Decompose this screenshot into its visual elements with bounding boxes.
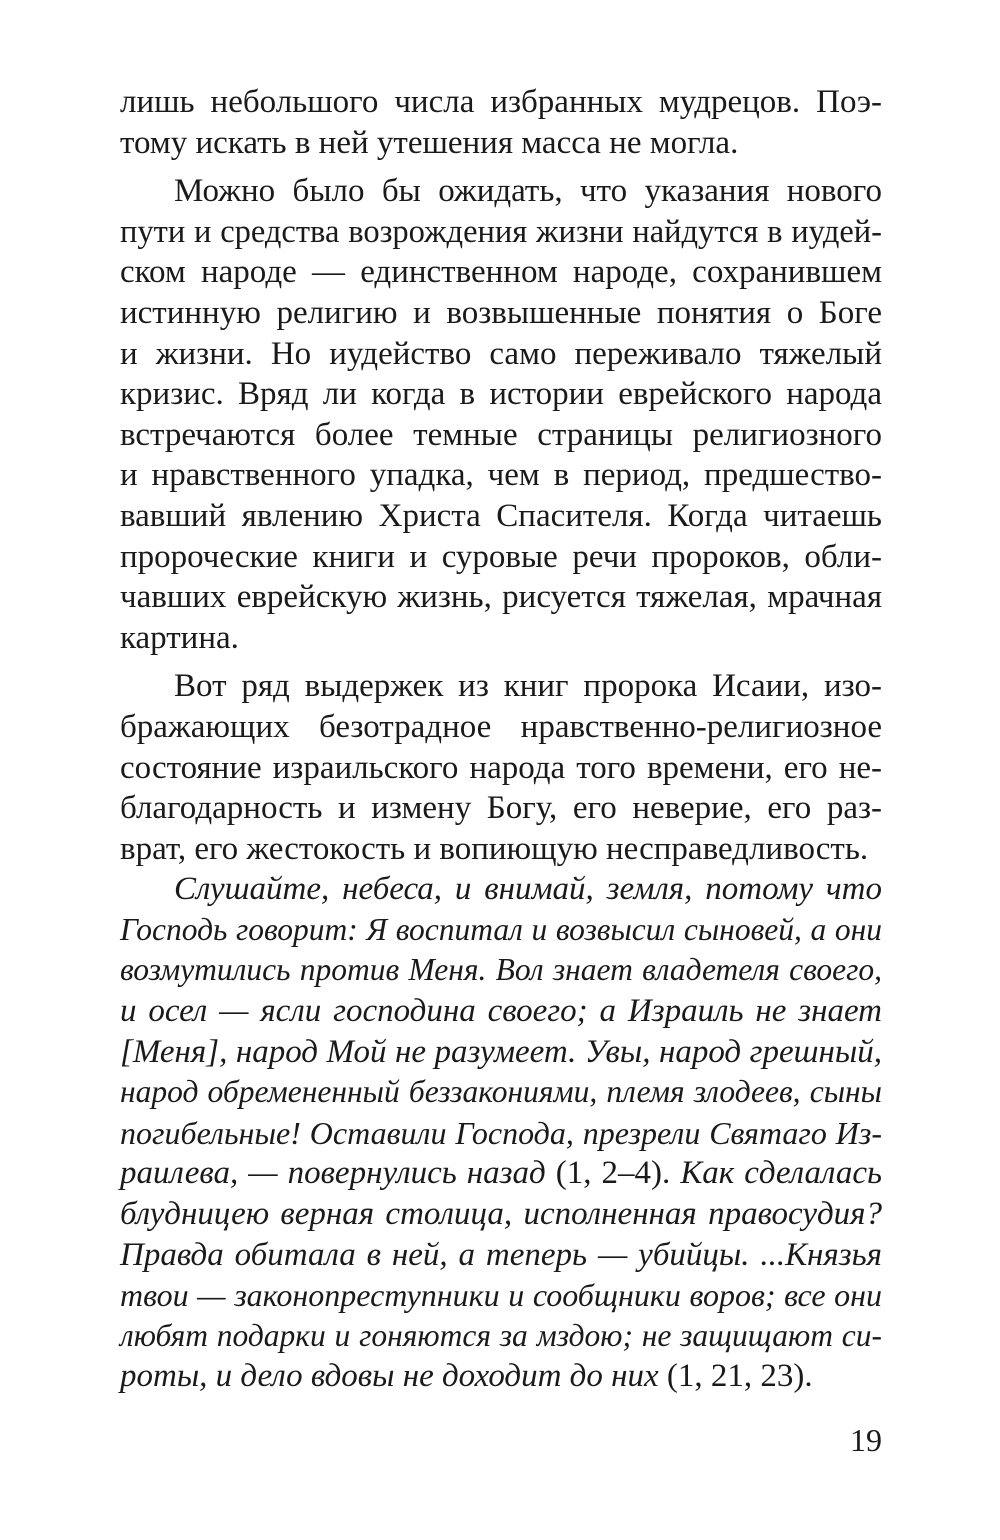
text-line: состояние израильского народа того времени, его не- bbox=[120, 749, 882, 786]
verse-reference: (1, 2–4). bbox=[555, 1155, 671, 1192]
quote-line: погибельные! Оставили Господа, презрели Святаго Из- bbox=[120, 1114, 882, 1151]
quote-line: Господь говорит: Я воспитал и возвысил сыновей, а они bbox=[120, 911, 882, 947]
quote-line: [Меня], народ Мой не разумеет. Увы, народ грешный, bbox=[120, 1033, 882, 1070]
text-line: ском народе — единственном народе, сохранившем bbox=[120, 254, 882, 291]
text-line: и нравственного упадка, чем в период, предшество- bbox=[120, 457, 882, 494]
quote-line bbox=[120, 1356, 882, 1397]
text-line: истинную религию и возвышенные понятия о Боге bbox=[120, 294, 882, 331]
page-number: 19 bbox=[850, 1422, 882, 1458]
text-line: пути и средства возрождения жизни найдутся в иудей- bbox=[120, 213, 882, 250]
text-line: пророческие книги и суровые речи пророков, обли- bbox=[120, 538, 882, 575]
text-line: кризис. Вряд ли когда в истории еврейского народа bbox=[120, 376, 882, 413]
quote-line: и осел — ясли господина своего; а Израиль не знает bbox=[120, 993, 882, 1030]
quote-line-text: раилева, — повернулись назад bbox=[120, 1155, 546, 1192]
quote-line: Слушайте, небеса, и внимай, земля, потому что bbox=[174, 871, 882, 908]
paragraph-3 bbox=[120, 666, 882, 869]
quote-line: возмутились против Меня. Вол знает владетеля своего, bbox=[120, 952, 882, 988]
quote-line: твои — законопреступники и сообщники воров; все они bbox=[120, 1277, 882, 1314]
scripture-quote bbox=[120, 869, 882, 1397]
quote-line bbox=[120, 1153, 882, 1194]
quote-line-text: Как сделалась bbox=[680, 1155, 883, 1192]
paragraph-1 bbox=[120, 82, 882, 163]
quote-line: Правда обитала в ней, а теперь — убийцы. ...Князья bbox=[120, 1236, 882, 1273]
text-line: бражающих безотрадное нравственно-религиозное bbox=[120, 708, 882, 745]
text-line: Вот ряд выдержек из книг пророка Исаии, изо- bbox=[174, 668, 882, 705]
text-line: чавших еврейскую жизнь, рисуется тяжелая, мрачная bbox=[120, 579, 882, 616]
text-line: вавший явлению Христа Спасителя. Когда читаешь bbox=[120, 497, 882, 534]
quote-line: любят подарки и гоняются за мздою; не защищают си- bbox=[120, 1317, 882, 1353]
text-line: картина. bbox=[120, 619, 239, 656]
text-line: врат, его жестокость и вопиющую несправедливость. bbox=[120, 830, 869, 867]
paragraph-2 bbox=[120, 171, 882, 658]
text-line: лишь небольшого числа избранных мудрецов. Поэ- bbox=[120, 84, 882, 120]
text-line: тому искать в ней утешения масса не могла. bbox=[120, 124, 739, 161]
verse-reference: (1, 21, 23). bbox=[666, 1358, 813, 1395]
quote-line-text: роты, и дело вдовы не доходит до них bbox=[120, 1358, 659, 1395]
text-line: встречаются более темные страницы религиозного bbox=[120, 416, 882, 453]
quote-line: блудницею верная столица, исполненная правосудия? bbox=[120, 1196, 882, 1233]
book-page bbox=[120, 82, 882, 1397]
quote-line: народ обремененный беззакониями, племя злодеев, сыны bbox=[120, 1074, 882, 1110]
text-line: и жизни. Но иудейство само переживало тяжелый bbox=[120, 335, 882, 372]
text-line: благодарность и измену Богу, его неверие, его раз- bbox=[120, 790, 882, 827]
text-line: Можно было бы ожидать, что указания нового bbox=[174, 173, 882, 210]
